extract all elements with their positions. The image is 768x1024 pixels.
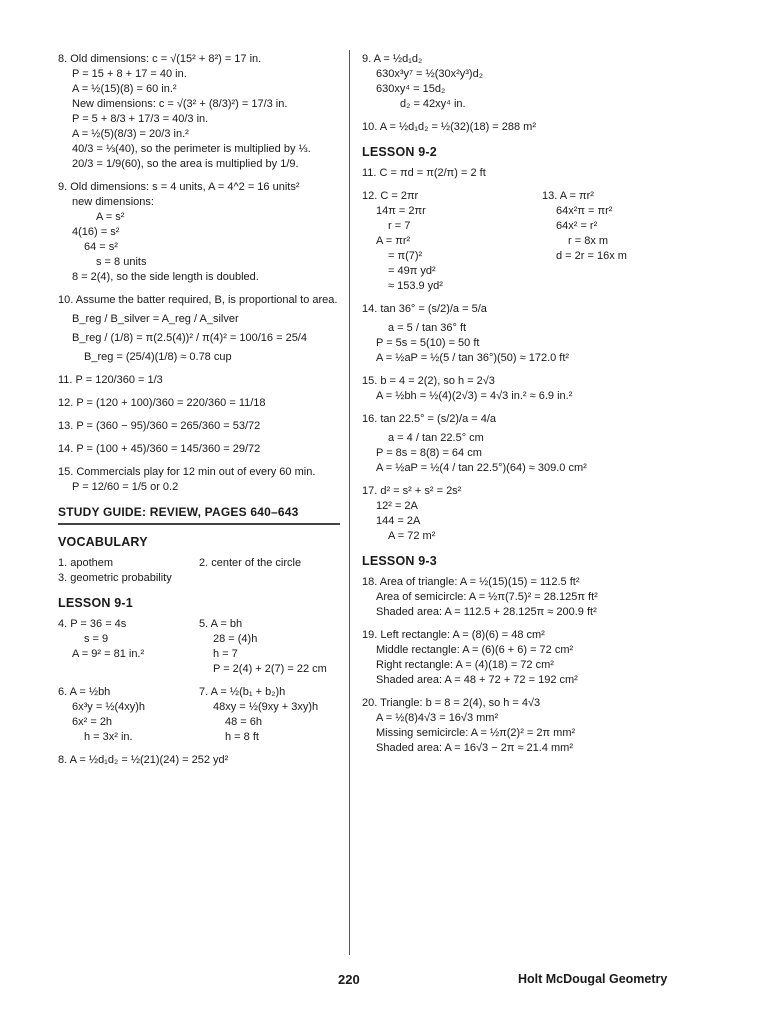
problem-12: 12. P = (120 + 100)/360 = 220/360 = 11/18 xyxy=(58,397,266,409)
text-line: 8 = 2(4), so the side length is doubled. xyxy=(72,271,259,283)
text-line: Shaded area: A = 112.5 + 28.125π ≈ 200.9 ft² xyxy=(376,606,597,618)
text-line: 144 = 2A xyxy=(376,515,421,527)
text-line: P = 5 + 8/3 + 17/3 = 40/3 in. xyxy=(72,113,209,125)
text-line: Shaded area: A = 16√3 − 2π ≈ 21.4 mm² xyxy=(376,742,574,754)
text-line: 17. d² = s² + s² = 2s² xyxy=(362,485,462,497)
text-line: 4. P = 36 = 4s xyxy=(58,618,127,630)
problem-r18 xyxy=(362,575,722,620)
study-guide-title: STUDY GUIDE: REVIEW, PAGES 640–643 xyxy=(58,505,340,525)
text-line: P = 8s = 8(8) = 64 cm xyxy=(376,447,482,459)
vocab-row xyxy=(58,556,340,571)
problems-6-7 xyxy=(58,685,340,745)
text-line: P = 15 + 8 + 17 = 40 in. xyxy=(72,68,187,80)
vocab-item: 2. center of the circle xyxy=(199,557,302,569)
text-line: 16. tan 22.5° = (s/2)/a = 4/a xyxy=(362,413,497,425)
problem-14: 14. P = (100 + 45)/360 = 145/360 = 29/72 xyxy=(58,443,261,455)
text-line: 7. A = ½(b₁ + b₂)h xyxy=(199,686,286,698)
text-line: 64x² = r² xyxy=(556,220,598,232)
text-line: 15. Commercials play for 12 min out of every 60 min. xyxy=(58,466,316,478)
lesson-9-3-heading: LESSON 9-3 xyxy=(362,554,437,568)
text-line: 28 = (4)h xyxy=(213,633,258,645)
problem-r17 xyxy=(362,484,722,544)
problem-8 xyxy=(58,52,340,172)
lesson-9-2-heading: LESSON 9-2 xyxy=(362,145,437,159)
text-line: 6x³y = ½(4xy)h xyxy=(72,701,146,713)
text-line: 40/3 = ⅓(40), so the perimeter is multiplied by ⅓. xyxy=(72,143,311,155)
text-line: 20/3 = 1/9(60), so the area is multiplied by 1/9. xyxy=(72,158,299,170)
text-line: 9. A = ½d₁d₂ xyxy=(362,53,423,65)
text-line: Right rectangle: A = (4)(18) = 72 cm² xyxy=(376,659,554,671)
text-line: 20. Triangle: b = 8 = 2(4), so h = 4√3 xyxy=(362,697,541,709)
book-title: Holt McDougal Geometry xyxy=(518,972,668,986)
text-line: A = s² xyxy=(96,211,125,223)
text-line: 6. A = ½bh xyxy=(58,686,111,698)
text-line: 9. Old dimensions: s = 4 units, A = 4^2 = 16 units² xyxy=(58,181,300,193)
problem-8-lesson: 8. A = ½d₁d₂ = ½(21)(24) = 252 yd² xyxy=(58,754,229,766)
problem-13: 13. P = (360 − 95)/360 = 265/360 = 53/72 xyxy=(58,420,261,432)
problem-r14 xyxy=(362,302,722,366)
problem-r15 xyxy=(362,374,722,404)
text-line: s = 8 units xyxy=(96,256,147,268)
page-number: 220 xyxy=(338,972,360,987)
text-line: 64x²π = πr² xyxy=(556,205,613,217)
text-line: P = 5s = 5(10) = 50 ft xyxy=(376,337,480,349)
text-line: 12. C = 2πr xyxy=(362,190,419,202)
text-line: P = 12/60 = 1/5 or 0.2 xyxy=(72,481,179,493)
right-column xyxy=(362,52,722,756)
text-line: 5. A = bh xyxy=(199,618,243,630)
text-line: New dimensions: c = √(3² + (8/3)²) = 17/3 in. xyxy=(72,98,288,110)
problem-9 xyxy=(58,180,340,285)
text-line: h = 7 xyxy=(213,648,238,660)
problem-15 xyxy=(58,465,340,495)
text-line: Middle rectangle: A = (6)(6 + 6) = 72 cm² xyxy=(376,644,574,656)
text-line: 630x³y⁷ = ½(30x²y³)d₂ xyxy=(376,68,483,80)
text-line: a = 5 / tan 36° ft xyxy=(388,322,467,334)
text-line: r = 7 xyxy=(388,220,411,232)
text-line: 64 = s² xyxy=(84,241,118,253)
problem-r11: 11. C = πd = π(2/π) = 2 ft xyxy=(362,167,486,179)
lesson-9-1-heading: LESSON 9-1 xyxy=(58,596,133,610)
text-line: B_reg / (1/8) = π(2.5(4))² / π(4)² = 100/16 = 25/4 xyxy=(72,332,307,344)
vocab-item: 1. apothem xyxy=(58,557,114,569)
problem-10 xyxy=(58,293,340,365)
text-line: s = 9 xyxy=(84,633,109,645)
text-line: h = 8 ft xyxy=(225,731,259,743)
text-line: A = 72 m² xyxy=(388,530,436,542)
text-line: 6x² = 2h xyxy=(72,716,113,728)
text-line: h = 3x² in. xyxy=(84,731,133,743)
text-line: 48 = 6h xyxy=(225,716,263,728)
text-line: new dimensions: xyxy=(72,196,154,208)
text-line: Shaded area: A = 48 + 72 + 72 = 192 cm² xyxy=(376,674,578,686)
problems-12-13 xyxy=(362,189,722,294)
text-line: = 49π yd² xyxy=(388,265,436,277)
problems-4-5 xyxy=(58,617,340,677)
problem-r16 xyxy=(362,412,722,476)
text-line: 48xy = ½(9xy + 3xy)h xyxy=(213,701,319,713)
text-line: 14π = 2πr xyxy=(376,205,426,217)
text-line: 8. Old dimensions: c = √(15² + 8²) = 17 in. xyxy=(58,53,262,65)
problem-11: 11. P = 120/360 = 1/3 xyxy=(58,374,163,386)
text-line: 14. tan 36° = (s/2)/a = 5/a xyxy=(362,303,487,315)
text-line: 10. Assume the batter required, B, is proportional to area. xyxy=(58,294,338,306)
text-line: A = ½(5)(8/3) = 20/3 in.² xyxy=(72,128,189,140)
text-line: A = πr² xyxy=(376,235,411,247)
text-line: ≈ 153.9 yd² xyxy=(388,280,443,292)
text-line: A = ½aP = ½(4 / tan 22.5°)(64) ≈ 309.0 cm² xyxy=(376,462,587,474)
text-line: d = 2r = 16x m xyxy=(556,250,627,262)
text-line: B_reg / B_silver = A_reg / A_silver xyxy=(72,313,239,325)
text-line: d₂ = 42xy⁴ in. xyxy=(400,98,466,110)
text-line: 630xy⁴ = 15d₂ xyxy=(376,83,446,95)
problem-r9 xyxy=(362,52,722,112)
vocab-item: 3. geometric probability xyxy=(58,572,172,584)
text-line: r = 8x m xyxy=(568,235,609,247)
text-line: A = ½aP = ½(5 / tan 36°)(50) ≈ 172.0 ft² xyxy=(376,352,570,364)
text-line: B_reg = (25/4)(1/8) ≈ 0.78 cup xyxy=(84,351,232,363)
text-line: Missing semicircle: A = ½π(2)² = 2π mm² xyxy=(376,727,576,739)
text-line: A = ½(8)4√3 = 16√3 mm² xyxy=(376,712,499,724)
text-line: a = 4 / tan 22.5° cm xyxy=(388,432,484,444)
text-line: A = 9² = 81 in.² xyxy=(72,648,145,660)
text-line: Area of semicircle: A = ½π(7.5)² = 28.125π ft² xyxy=(376,591,598,603)
left-column xyxy=(58,52,340,768)
text-line: 4(16) = s² xyxy=(72,226,120,238)
text-line: A = ½(15)(8) = 60 in.² xyxy=(72,83,177,95)
text-line: 13. A = πr² xyxy=(542,190,594,202)
problem-r20 xyxy=(362,696,722,756)
problem-r10: 10. A = ½d₁d₂ = ½(32)(18) = 288 m² xyxy=(362,121,537,133)
column-divider xyxy=(349,50,350,955)
problem-r19 xyxy=(362,628,722,688)
text-line: 19. Left rectangle: A = (8)(6) = 48 cm² xyxy=(362,629,545,641)
text-line: = π(7)² xyxy=(388,250,423,262)
text-line: P = 2(4) + 2(7) = 22 cm xyxy=(213,663,327,675)
vocabulary-heading: VOCABULARY xyxy=(58,535,148,549)
text-line: 12² = 2A xyxy=(376,500,418,512)
text-line: 18. Area of triangle: A = ½(15)(15) = 112.5 ft² xyxy=(362,576,580,588)
text-line: 15. b = 4 = 2(2), so h = 2√3 xyxy=(362,375,495,387)
text-line: A = ½bh = ½(4)(2√3) = 4√3 in.² ≈ 6.9 in.² xyxy=(376,390,573,402)
